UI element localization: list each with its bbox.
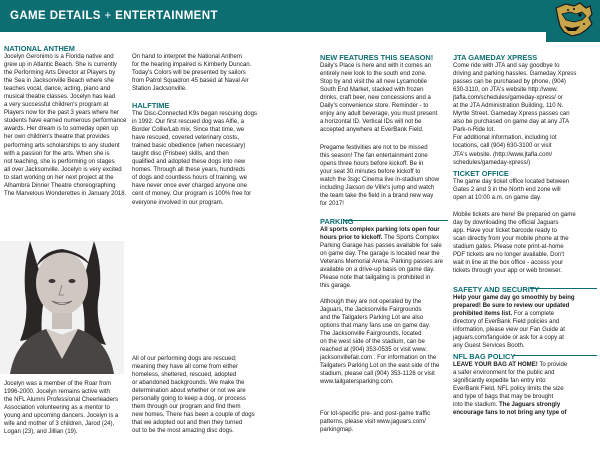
text-line: for the hearing impaired is Kimberly Duncan. [132,62,252,69]
text-line [453,401,597,409]
text-line: her own children's theatre that provides [4,134,110,141]
text-line: wife and mother of 3 children, Jarod (24), [4,421,115,428]
text-line: awards. Her dream is to someday open up [4,126,118,133]
text-line: on the west side of the stadium, can be [320,339,425,346]
text-line: any Guest Services Booth. [453,343,525,350]
text-line: jaguars.com/fanguide or ask for a copy at [453,335,564,342]
text-line: the team take the field in a brand new way [320,193,434,200]
text-line: cent of money. Our program is 100% free for [132,191,252,198]
text-line: Pregame festivities are not to be missed [320,145,428,151]
parking-heading: PARKING [320,217,354,226]
text-line: stadium gates. Please note print-at-home [453,244,564,251]
text-line: for 2017! [320,201,344,208]
text-line: also be purchased on game day at any JTA [453,119,570,126]
safety-heading-rule [530,288,597,289]
bag-bold-head: LEAVE YOUR BAG AT HOME! [453,362,538,368]
text-line: Come ride with JTA and say goodbye to [453,63,560,69]
bag-last-line: into the stadium. [453,402,498,409]
text-line: jtafla.com/schedules/gameday-xpress/ or [453,95,563,102]
text-line: young and upcoming dancers. Jocelyn is a [4,413,119,420]
text-line: homeless, sheltered, rescued, adopted [132,372,237,379]
anthem-paragraph [4,53,128,198]
parking-lead-tail: The Sports Complex [382,235,440,242]
text-line: Veterans Memorial Arena. Parking passes are [320,259,444,266]
text-line: opens three hours before kickoff. Be in [320,161,424,168]
jaguar-logo-svg [546,0,600,42]
text-line: The game day ticket office located between [453,179,570,185]
text-line: and type of bags that may be brought [453,394,554,401]
text-line: schedules/gameday-xpress/) [453,159,531,166]
parking-lead-bold: hours prior to kickoff. [320,235,383,242]
anthem-heading: NATIONAL ANTHEM [4,44,75,53]
roar-paragraph [4,380,128,436]
text-line: day by downloading the official Jaguars [453,220,559,227]
section-title [10,0,218,32]
text-line: The Marvelous Wonderettes in January 2018. [4,190,127,197]
text-line: On hand to interpret the National Anthem [132,54,242,60]
bag-policy-paragraph [453,361,597,417]
text-line: Stop by and visit the all new Lycamobile [320,79,427,86]
text-line: Alhambra Dinner Theatre choreographing [4,182,116,189]
bag-policy-heading: NFL BAG POLICY [453,352,516,361]
text-line: personally going to keep a dog, or process [132,396,246,403]
safety-heading: SAFETY AND SECURITY [453,285,540,294]
text-line: at the JTA Administration Building, 110 N. [453,103,564,110]
text-line: Park-n-Ride lot. [453,127,496,134]
safety-paragraph [453,294,597,350]
new-features-paragraph [320,62,448,134]
text-line: Tailgaters Parking Lot on the east side of the [320,363,440,370]
text-line: this garage. [320,283,352,290]
text-line: Station Jacksonville. [132,86,187,93]
bag-tail: To provide [537,362,568,368]
text-line: options that many fans use on game day. [320,323,431,330]
portrait-svg [0,241,124,374]
jta-xpress-heading: JTA GAMEDAY XPRESS [453,53,538,62]
text-line: reached at (904) 353-0535 or visit www. [320,347,427,354]
ticket-office-paragraph [453,178,597,202]
section-header-bar [0,0,600,32]
text-line: 630-3110, on JTA's website http://www. [453,87,558,94]
traffic-patterns-paragraph [320,410,448,434]
text-line: directory of EverBank Field policies and [453,319,560,326]
text-line: Myrtle Street. Gameday Xpress passes can [453,111,570,118]
text-line [453,361,597,369]
text-line: from Patrol Squadron 45 based at Naval Air [132,78,249,85]
text-line: a very successful children's program at [4,102,109,109]
text-line: accepted anywhere at EverBank Field. [320,127,424,134]
ticket-office-heading: TICKET OFFICE [453,169,509,178]
text-line: watch the 3sgc Cinema live in-stadium show [320,177,439,184]
text-line: qualified and adopted these dogs into new [132,159,246,166]
text-line: with a passion for the arts. When she is [4,150,110,157]
halftime-paragraph [132,110,258,207]
text-line: Please note that tailgating is prohibited in [320,275,431,282]
text-line: driving and parking hassles. Gameday Xpress [453,71,577,78]
text-line: 1996-2000. Jocelyn remains active with [4,389,110,396]
text-line: open at 10:00 a.m. on game day. [453,195,542,202]
text-line: Jocelyn was a member of the Roar from [4,381,112,387]
parking-lots-paragraph [320,298,448,387]
text-line: performing arts scholarships to any student [4,142,120,149]
jta-xpress-paragraph [453,62,597,167]
text-line: out to be the most amazing disc dogs. [132,428,234,435]
text-line: Players now for the past 3 years where her [4,110,119,117]
text-line: all over Jacksonville. Jocelyn is very excited [4,166,122,173]
bag-policy-heading-rule [513,355,597,356]
text-line: parkingmap. [320,427,354,434]
text-line: www.tailgatersparking.com. [320,379,394,386]
anthem-continued-paragraph [132,53,258,93]
text-line: meaning they have all come from either [132,364,238,371]
text-line: Association volunteering as a mentor to [4,405,110,412]
text-line: For additional information, including lot [453,135,557,142]
bag-final-bold: encourage fans to not bring any type of [453,410,567,417]
text-line: stadium, please call (904) 353-1126 or visit [320,371,435,378]
text-line: a horizontal ID. Vertical IDs will not be [320,119,422,126]
text-line: JTA's website. (http://www.jtafla.com/ [453,151,553,158]
text-line: your seat 30 minutes before kickoff to [320,169,421,176]
text-line: and the Tailgaters Parking Lot are also [320,315,424,322]
text-line: Today's Colors will be presented by sailors [132,70,246,77]
text-line: that we adopted out and then they turned [132,420,243,427]
halftime-heading: HALFTIME [132,101,170,110]
text-line [453,310,597,318]
text-line: app. Have your ticket barcode ready to [453,228,557,235]
new-features-heading: NEW FEATURES THIS SEASON! [320,53,434,62]
text-line: have rescued, covered veterinary costs, [132,135,239,142]
text-line: taught disc (Frisbee) skills, and then [132,151,229,158]
text-line: Daily's convenience store. Reminder - to [320,103,429,110]
text-line: South End Market, stacked with frozen [320,87,424,94]
woman-portrait-photo [0,241,124,374]
text-line: everyone involved in our program. [132,199,224,206]
text-line: of dogs and countless hours of training, we [132,175,247,182]
safety-bold: prepared! Be sure to review our updated [453,303,570,310]
text-line: Daily's Place is here and with it comes an [320,63,432,69]
title-rest: ENTERTAINMENT [115,10,218,22]
parking-paragraph [320,226,448,290]
text-line: For lot-specific pre- and post-game traffic [320,411,431,417]
text-line: in 1992. Our first rescued dog was Alfie, a [132,119,244,126]
text-line [453,409,597,417]
text-line: entirely new look to the south end zone. [320,71,427,78]
text-line: the Performing Arts Director at Players by [4,70,116,77]
text-line: Jocelyn Geronimo is a Florida native and [4,54,114,60]
text-line: determination about whether or not we are [132,388,246,395]
text-line: Parking Garage has passes available for sale [320,243,442,250]
text-line: grew up in Atlantic Beach. She is currently [4,62,117,69]
title-separator: + [100,10,116,22]
text-line: PDF tickets are no longer available. Don't [453,252,565,259]
text-line: significantly expedite fan entry into [453,378,546,385]
text-line: patterns, please visit www.jaguars.com/ [320,419,426,426]
text-line: All of our performing dogs are rescued; [132,356,237,362]
parking-lead-bold: All sports complex parking lots open four [320,227,440,233]
text-line: new homes. There has been a couple of dogs [132,412,255,419]
text-line: homes. Through all these years, hundreds [132,167,246,174]
text-line: enjoy any adult beverage, you must present [320,111,438,118]
text-line: the NFL Alumni Professional Cheerleaders [4,397,119,404]
text-line: Gates 2 and 3 in the North end zone will [453,187,561,194]
text-line: passes can be purchased by phone, (904) [453,79,566,86]
mobile-tickets-paragraph [453,211,597,275]
text-line: on game day. The garage is located near the [320,251,440,258]
text-line: scan directly from your mobile phone at the [453,236,569,243]
text-line: Although they are not operated by the [320,299,422,305]
text-line: not teaching, she is performing on stages [4,158,115,165]
text-line: musical theatre classes. Jocelyn has lead [4,94,116,101]
text-line: to start working on her next project at the [4,174,114,181]
rescued-dogs-paragraph [132,355,258,435]
text-line [453,302,597,310]
text-line [320,234,448,242]
text-line: or abandoned backgrounds. We make the [132,380,245,387]
text-line: EverBank Field, NFL policy limits the size [453,386,564,393]
text-line: jacksonvillefair.com . For information on the [320,355,437,362]
text-line: The Disc-Connected K9s began rescuing dogs [132,111,258,117]
parking-heading-rule [345,220,448,221]
text-line: teaches vocal, dance, acting, piano and [4,86,111,93]
text-line: them through our program and find them [132,404,241,411]
text-line [453,294,597,302]
text-line: Jaguars, the Jacksonville Fairgrounds [320,307,422,314]
text-line: including Jaxson de Ville's jump and watch [320,185,435,192]
text-line: The Jacksonville Fairgrounds, located [320,331,422,338]
text-line: the Sea in Jacksonville Beach where she [4,78,114,85]
text-line: a safer environment for the public and [453,370,555,377]
text-line: wait in line at the box office - access your [453,260,564,267]
text-line [320,226,448,234]
pregame-paragraph [320,144,448,208]
bag-last-bold-head: The Jaguars strongly [497,402,561,409]
text-line: this season! The fan entertainment zone [320,153,428,160]
text-line: students have earned numerous performance [4,118,127,125]
text-line: information, please view our Fan Guide at [453,327,565,334]
safety-bold: prohibited items list. [453,311,513,318]
text-line: have never once ever charged anyone one [132,183,247,190]
text-line: tickets through your app or web browser. [453,268,562,275]
title-main: GAME DETAILS [10,10,101,22]
text-line: available on a drive-up basis on game day. [320,267,435,274]
safety-bold-tail: For a complete [512,311,555,318]
text-line: trained basic obedience (when necessary) [132,143,246,150]
safety-bold: Help your game day go smoothly by being [453,295,575,301]
text-line: drinks, craft beer, new concessions and a [320,95,431,102]
jaguar-head-icon [546,0,600,42]
text-line: Mobile tickets are here! Be prepared on game [453,212,576,218]
text-line: locations, call (904) 630-3100 or visit [453,143,552,150]
text-line: Border Collie/Lab mix. Since that time, we [132,127,245,134]
text-line: Logan (23), and Jillian (19). [4,429,78,436]
